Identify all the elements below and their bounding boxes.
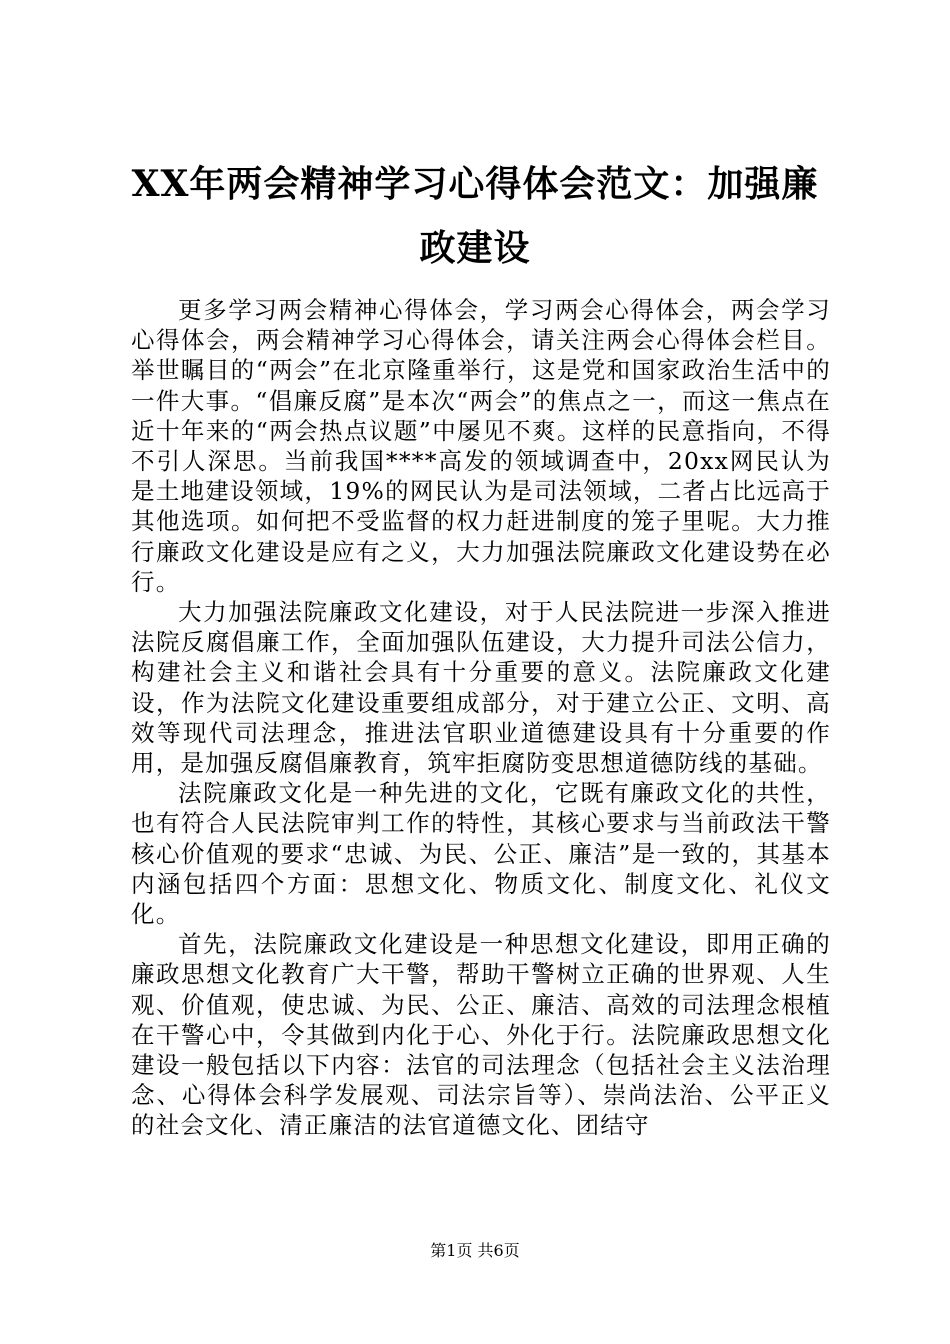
paragraph-1: 更多学习两会精神心得体会，学习两会心得体会，两会学习心得体会，两会精神学习心得体会，请关注两会心得体会栏目。举世瞩目的“两会”在北京隆重举行，这是党和国家政治生活中的一件大事。“倡廉反腐”是本次“两会”的焦点之一，而这一焦点在近十年来的“两会热点议题”中屡见不爽。这样的民意指向，不得不引人深思。当前我国****高发的领域调查中，20xx网民认为是土地建设领域，19%的网民认为是司法领域，二者占比远高于其他选项。如何把不受监督的权力赶进制度的笼子里呢。大力推行廉政文化建设是应有之义，大力加强法院廉政文化建设势在必行。 (131, 296, 831, 596)
page-number-footer: 第1页 共6页 (430, 1241, 520, 1260)
paragraph-4: 首先，法院廉政文化建设是一种思想文化建设，即用正确的廉政思想文化教育广大干警，帮助干警树立正确的世界观、人生观、价值观，使忠诚、为民、公正、廉洁、高效的司法理念根植在干警心中，令其做到内化于心、外化于行。法院廉政思想文化建设一般包括以下内容：法官的司法理念（包括社会主义法治理念、心得体会科学发展观、司法宗旨等）、崇尚法治、公平正义的社会文化、清正廉洁的法官道德文化、团结守 (131, 930, 831, 1140)
document-title: XX年两会精神学习心得体会范文：加强廉政建设 (131, 163, 819, 269)
paragraph-3: 法院廉政文化是一种先进的文化，它既有廉政文化的共性，也有符合人民法院审判工作的特性，其核心要求与当前政法干警核心价值观的要求“忠诚、为民、公正、廉洁”是一致的，其基本内涵包括四个方面：思想文化、物质文化、制度文化、礼仪文化。 (131, 779, 831, 929)
paragraph-2: 大力加强法院廉政文化建设，对于人民法院进一步深入推进法院反腐倡廉工作，全面加强队伍建设，大力提升司法公信力，构建社会主义和谐社会具有十分重要的意义。法院廉政文化建设，作为法院文化建设重要组成部分，对于建立公正、文明、高效等现代司法理念，推进法官职业道德建设具有十分重要的作用，是加强反腐倡廉教育，筑牢拒腐防变思想道德防线的基础。 (131, 598, 831, 778)
document-body (131, 295, 831, 1141)
